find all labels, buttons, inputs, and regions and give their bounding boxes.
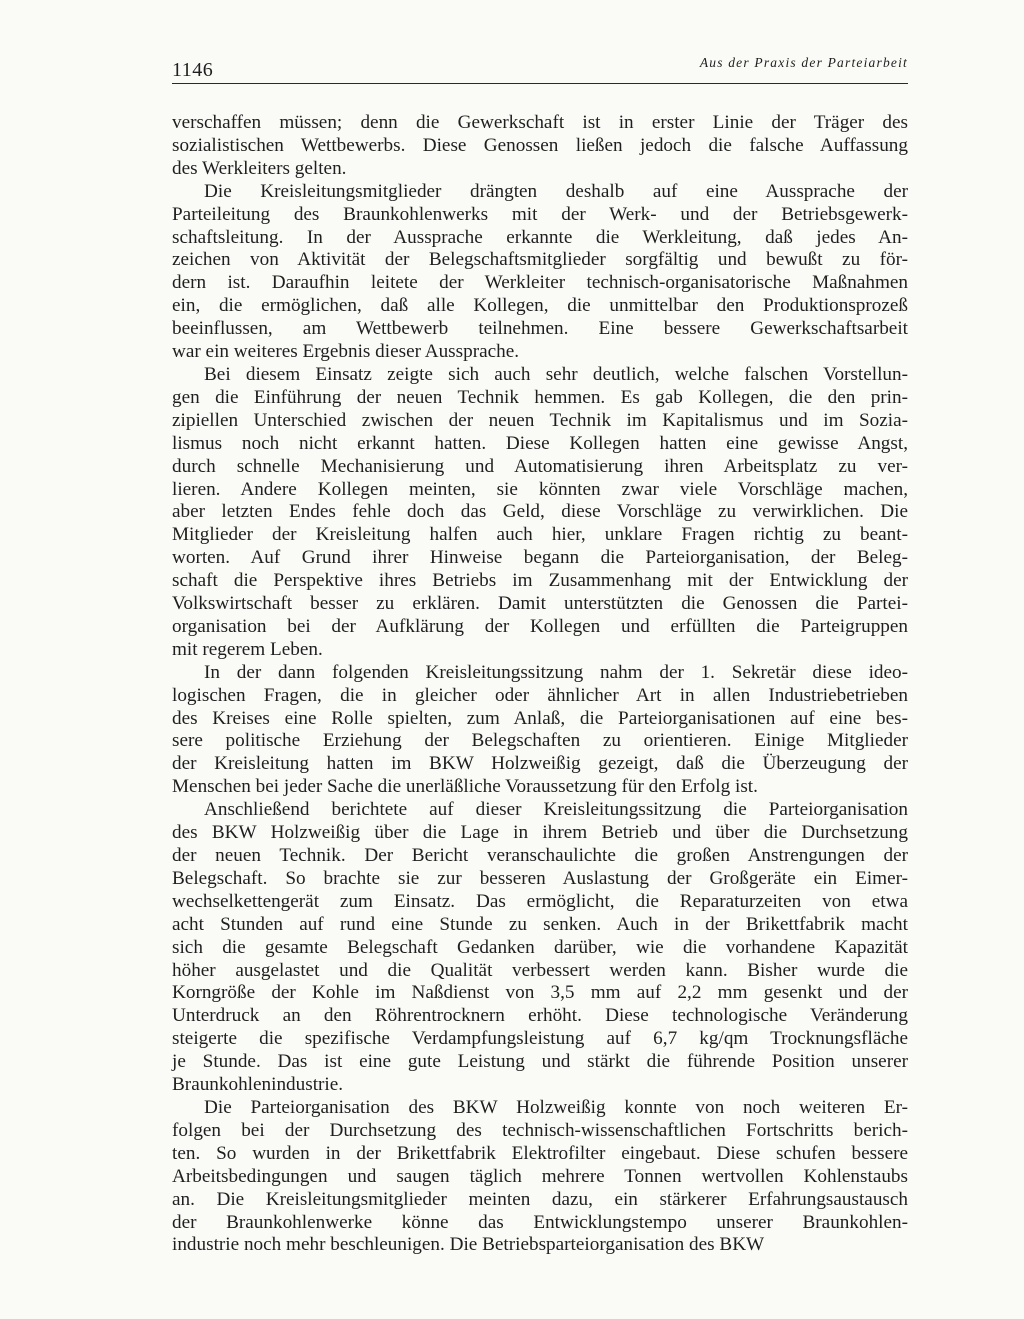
text-line: der Braunkohlenwerke könne das Entwicklungstempo unserer Braunkohlen- [172,1211,908,1233]
text-line: steigerte die spezifische Verdampfungsleistung auf 6,7 kg/qm Trocknungsfläche [172,1028,908,1050]
text-line: worten. Auf Grund ihrer Hinweise begann die Parteiorganisation, der Beleg- [172,547,908,569]
running-head: Aus der Praxis der Parteiarbeit [699,55,908,70]
text-line: wechselkettengerät zum Einsatz. Das ermöglicht, die Reparaturzeiten von etwa [172,890,908,912]
text-line: des BKW Holzweißig über die Lage in ihrem Betrieb und über die Durchsetzung [172,822,908,844]
text-line: Menschen bei jeder Sache die unerläßliche Voraussetzung für den Erfolg ist. [172,776,758,798]
text-line: logischen Fragen, die in gleicher oder ähnlicher Art in allen Industriebetrieben [172,684,908,706]
text-line: an. Die Kreisleitungsmitglieder meinten dazu, ein stärkerer Erfahrungsaustausch [172,1188,908,1210]
text-line: acht Stunden auf rund eine Stunde zu senken. Auch in der Brikettfabrik macht [172,913,908,935]
text-line: organisation bei der Aufklärung der Kollegen und erfüllten die Parteigruppen [172,615,908,637]
paragraph [172,662,908,799]
text-line: des Werkleiters gelten. [172,157,347,179]
text-line: Braunkohlenindustrie. [172,1074,344,1096]
text-line: Belegschaft. So brachte sie zur besseren Auslastung der Großgeräte ein Eimer- [172,867,908,889]
text-line: ein, die ermöglichen, daß alle Kollegen, die unmittelbar den Produktionsprozeß [172,295,908,317]
text-line: mit regerem Leben. [172,638,323,660]
text-line: der neuen Technik. Der Bericht veranschaulichte die großen Anstrengungen der [172,845,908,866]
text-line: sich die gesamte Belegschaft Gedanken darüber, wie die vorhandene Kapazität [172,936,908,958]
paragraph [172,799,908,1097]
page-number: 1146 [172,59,214,81]
text-line: Unterdruck an den Röhrentrocknern erhöht. Diese technologische Veränderung [172,1005,908,1027]
text-line: zeichen von Aktivität der Belegschaftsmitglieder sorgfältig und bewußt zu för- [172,249,908,271]
text-line: war ein weiteres Ergebnis dieser Aussprache. [172,341,520,363]
text-line: schaft die Perspektive ihres Betriebs im Zusammenhang mit der Entwicklung der [172,570,908,592]
text-line: ten. So wurden in der Brikettfabrik Elektrofilter eingebaut. Diese schufen bessere [172,1142,908,1164]
text-line: Arbeitsbedingungen und saugen täglich mehrere Tonnen wertvollen Kohlenstaubs [172,1165,908,1187]
text-line: In der dann folgenden Kreisleitungssitzung nahm der 1. Sekretär diese ideo- [204,661,908,683]
text-line: Bei diesem Einsatz zeigte sich auch sehr deutlich, welche falschen Vorstellun- [204,363,908,385]
text-line: gen die Einführung der neuen Technik hemmen. Es gab Kollegen, die den prin- [172,386,908,408]
text-line: durch schnelle Mechanisierung und Automatisierung ihren Arbeitsplatz zu ver- [172,455,908,477]
text-line: verschaffen müssen; denn die Gewerkschaft ist in erster Linie der Träger des [172,112,908,133]
text-line: folgen bei der Durchsetzung des technisch-wissenschaftlichen Fortschritts berich- [172,1119,908,1141]
text-line: zipiellen Unterschied zwischen der neuen Technik im Kapitalismus und im Sozia- [172,409,908,431]
text-line: höher ausgelastet und die Qualität verbessert werden kann. Bisher wurde die [172,959,908,981]
text-line: beeinflussen, am Wettbewerb teilnehmen. Eine bessere Gewerkschaftsarbeit [172,318,908,340]
text-line: Die Kreisleitungsmitglieder drängten deshalb auf eine Aussprache der [204,180,908,202]
paragraph [172,181,908,364]
text-line: der Kreisleitung hatten im BKW Holzweißig gezeigt, daß die Überzeugung der [172,753,908,775]
text-line: aber letzten Endes fehle doch das Geld, diese Vorschläge zu verwirklichen. Die [172,501,908,523]
text-line: lismus noch nicht erkannt hatten. Diese Kollegen hatten eine gewisse Angst, [172,432,908,454]
text-line: industrie noch mehr beschleunigen. Die Betriebsparteiorganisation des BKW [172,1234,765,1256]
text-line: schaftsleitung. In der Aussprache erkannte die Werkleitung, daß jedes An- [172,226,908,248]
paragraph [172,1097,908,1257]
text-line: Die Parteiorganisation des BKW Holzweißig konnte von noch weiteren Er- [204,1096,908,1118]
text-line: sozialistischen Wettbewerbs. Diese Genossen ließen jedoch die falsche Auffassung [172,134,908,156]
text-line: Parteileitung des Braunkohlenwerks mit der Werk- und der Betriebsgewerk- [172,203,908,225]
text-line: des Kreises eine Rolle spielten, zum Anlaß, die Parteiorganisationen auf eine bes- [172,707,908,729]
paragraph [172,112,908,181]
body-text [172,112,908,1257]
text-line: dern ist. Daraufhin leitete der Werkleiter technisch-organisatorische Maßnahmen [172,272,908,294]
text-line: sere politische Erziehung der Belegschaften zu orientieren. Einige Mitglieder [172,730,908,752]
text-line: Anschließend berichtete auf dieser Kreisleitungssitzung die Parteiorganisation [204,799,908,821]
text-line: Volkswirtschaft besser zu erklären. Damit unterstützten die Genossen die Partei- [172,593,908,615]
text-line: Mitglieder der Kreisleitung halfen auch hier, unklare Fragen richtig zu beant- [172,524,908,546]
page-header [172,55,908,84]
text-line: Korngröße der Kohle im Naßdienst von 3,5 mm auf 2,2 mm gesenkt und der [172,982,908,1004]
text-line: lieren. Andere Kollegen meinten, sie könnten zwar viele Vorschläge machen, [172,478,908,500]
text-line: je Stunde. Das ist eine gute Leistung und stärkt die führende Position unserer [172,1051,908,1073]
paragraph [172,364,908,662]
